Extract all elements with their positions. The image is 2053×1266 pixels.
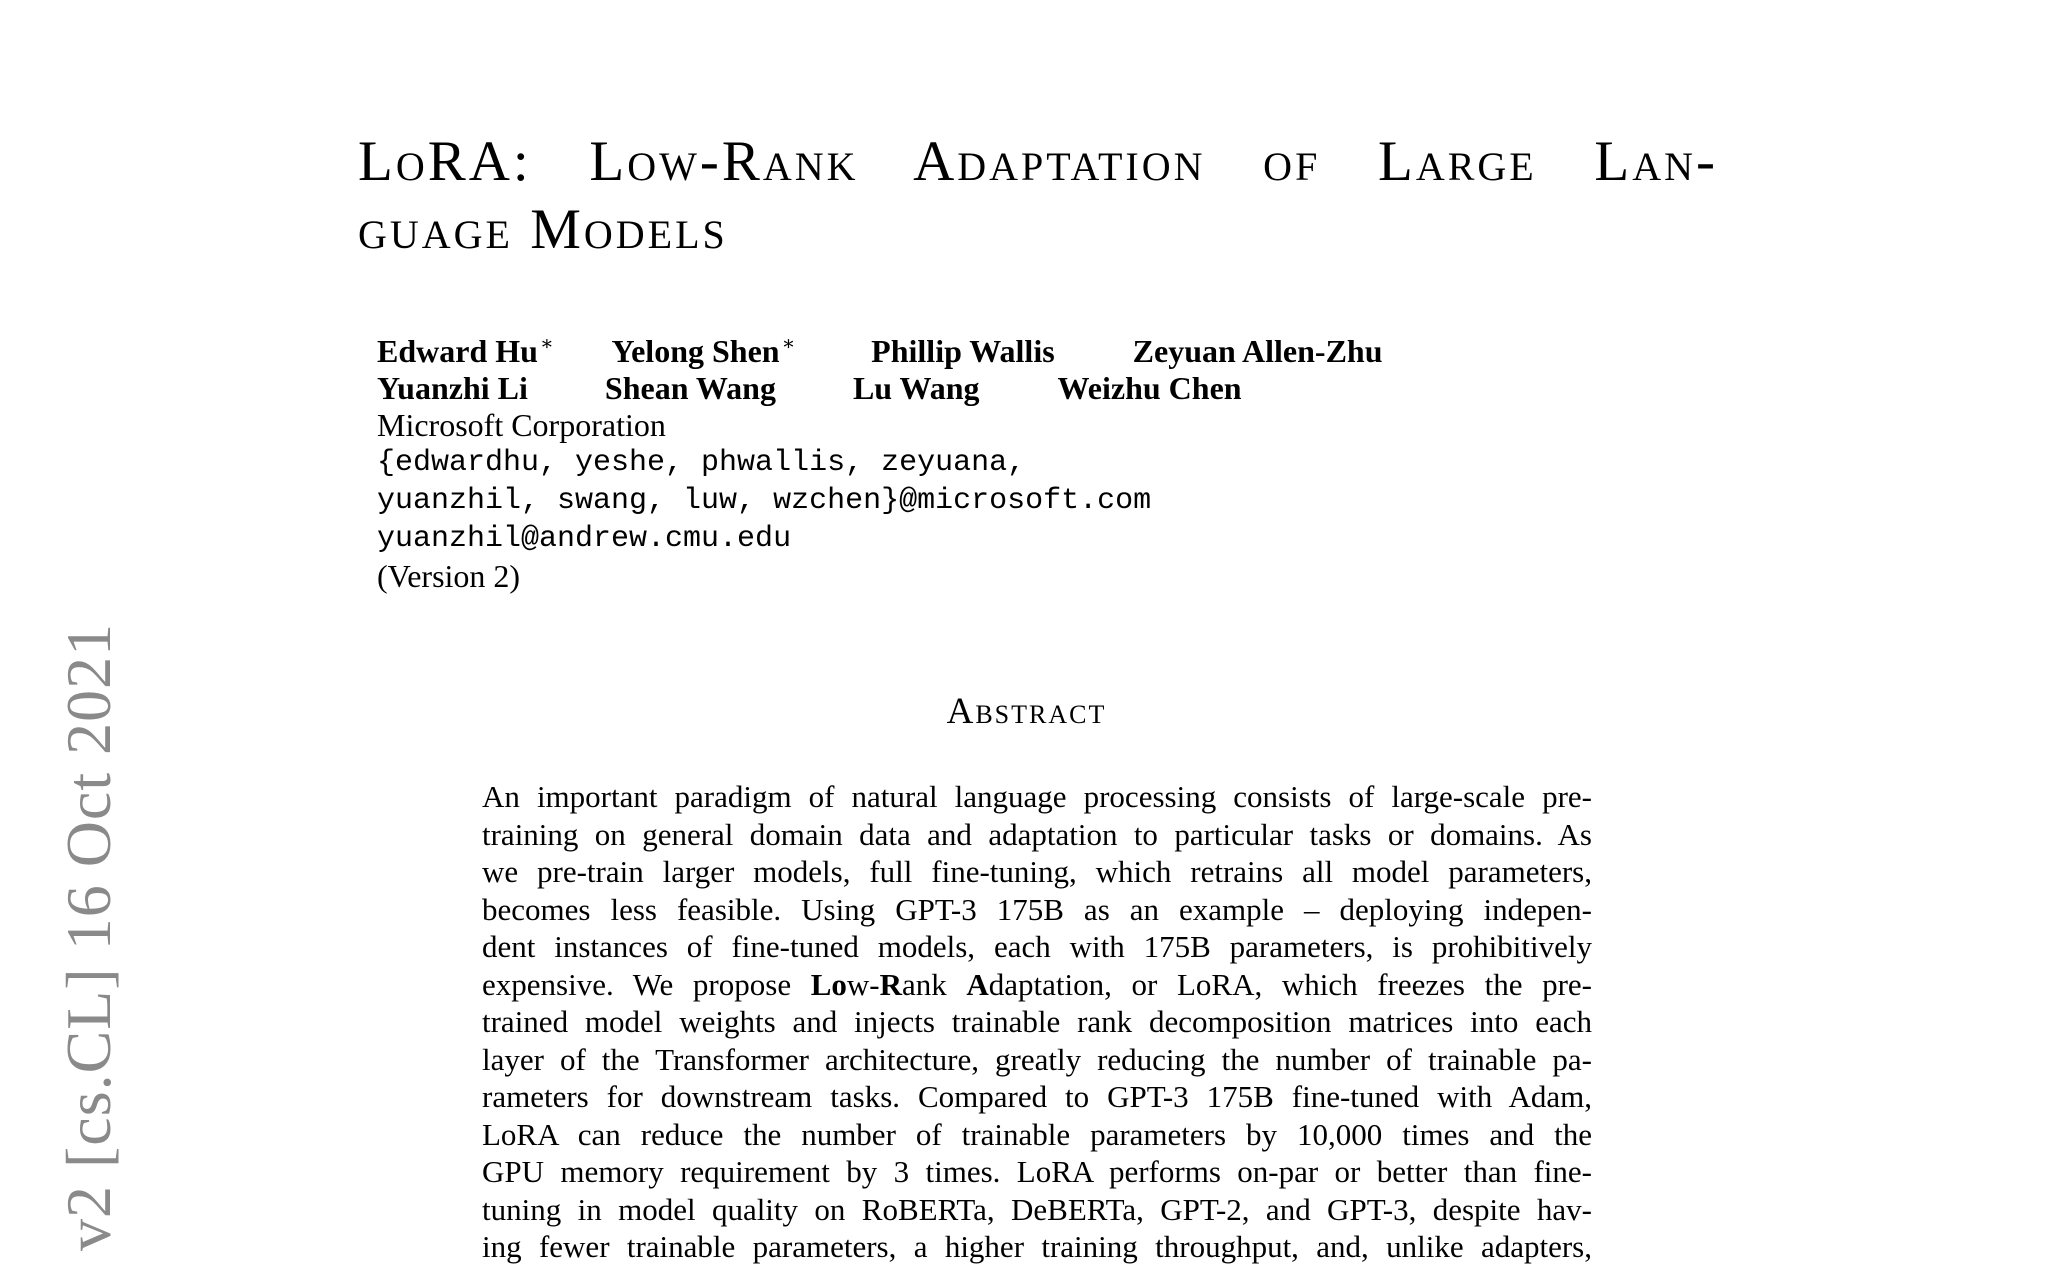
paper-title — [358, 128, 1718, 264]
version-note: (Version 2) — [377, 558, 521, 594]
abstract-line: training on general domain data and adaptation to particular tasks or domains. As — [482, 816, 1592, 852]
author-name: Yuanzhi Li — [377, 370, 528, 406]
abstract-line: we pre-train larger models, full fine-tuning, which retrains all model parameters, — [482, 854, 1592, 889]
affiliation: Microsoft Corporation — [377, 407, 666, 443]
abstract-line: An important paradigm of natural language processing consists of large-scale pre- — [482, 779, 1592, 814]
abstract-line: tuning in model quality on RoBERTa, DeBERTa, GPT-2, and GPT-3, despite hav- — [482, 1191, 1592, 1227]
author-name: Lu Wang — [852, 370, 980, 406]
email-line: yuanzhil, swang, luw, wzchen}@microsoft.com — [377, 484, 1152, 518]
abstract-line: GPU memory requirement by 3 times. LoRA performs on-par or better than fine- — [482, 1154, 1592, 1189]
abstract-line-lora-definition: expensive. We propose Low-Rank Adaptation, or LoRA, which freezes the pre- — [482, 966, 1592, 1002]
abstract-line: LoRA can reduce the number of trainable parameters by 10,000 times and the — [482, 1116, 1592, 1152]
author-row — [377, 326, 1383, 370]
email-line: {edwardhu, yeshe, phwallis, zeyuana, — [377, 446, 1026, 480]
author-name: Phillip Wallis — [871, 333, 1055, 369]
title-line: LoRA: Low-Rank Adaptation of Large Lan- — [358, 130, 1718, 193]
abstract-heading: Abstract — [946, 691, 1107, 732]
abstract-line: ing fewer trainable parameters, a higher training throughput, and, unlike adapters, — [482, 1229, 1592, 1264]
author-name: Yelong Shen — [611, 333, 780, 369]
author — [377, 326, 554, 370]
author — [1058, 370, 1242, 407]
author-name: Weizhu Chen — [1057, 370, 1242, 406]
author-name: Edward Hu — [377, 333, 538, 369]
author-name: Shean Wang — [604, 370, 776, 406]
abstract-line: dent instances of fine-tuned models, each with 175B parameters, is prohibitively — [482, 929, 1592, 964]
equal-contribution-mark: ∗ — [781, 333, 796, 355]
author — [605, 370, 776, 407]
author-block — [377, 326, 1383, 595]
author-name: Zeyuan Allen-Zhu — [1132, 333, 1383, 369]
abstract-body — [482, 778, 1592, 1266]
author — [871, 333, 1054, 370]
author — [377, 370, 528, 407]
author — [853, 370, 980, 407]
abstract-line: becomes less feasible. Using GPT-3 175B as an example – deploying indepen- — [482, 891, 1592, 927]
abstract-line: trained model weights and injects trainable rank decomposition matrices into each — [482, 1004, 1592, 1039]
abstract-line: rameters for downstream tasks. Compared to GPT-3 175B fine-tuned with Adam, — [482, 1079, 1592, 1114]
author — [612, 326, 796, 370]
abstract-line: layer of the Transformer architecture, greatly reducing the number of trainable pa- — [482, 1041, 1592, 1077]
email-line: yuanzhil@andrew.cmu.edu — [377, 522, 792, 556]
equal-contribution-mark: ∗ — [539, 333, 554, 355]
title-line: guage Models — [358, 198, 728, 261]
author — [1133, 333, 1383, 370]
author-row — [377, 370, 1383, 407]
arxiv-identifier-stamp: v2 [cs.CL] 16 Oct 2021 — [53, 622, 124, 1251]
